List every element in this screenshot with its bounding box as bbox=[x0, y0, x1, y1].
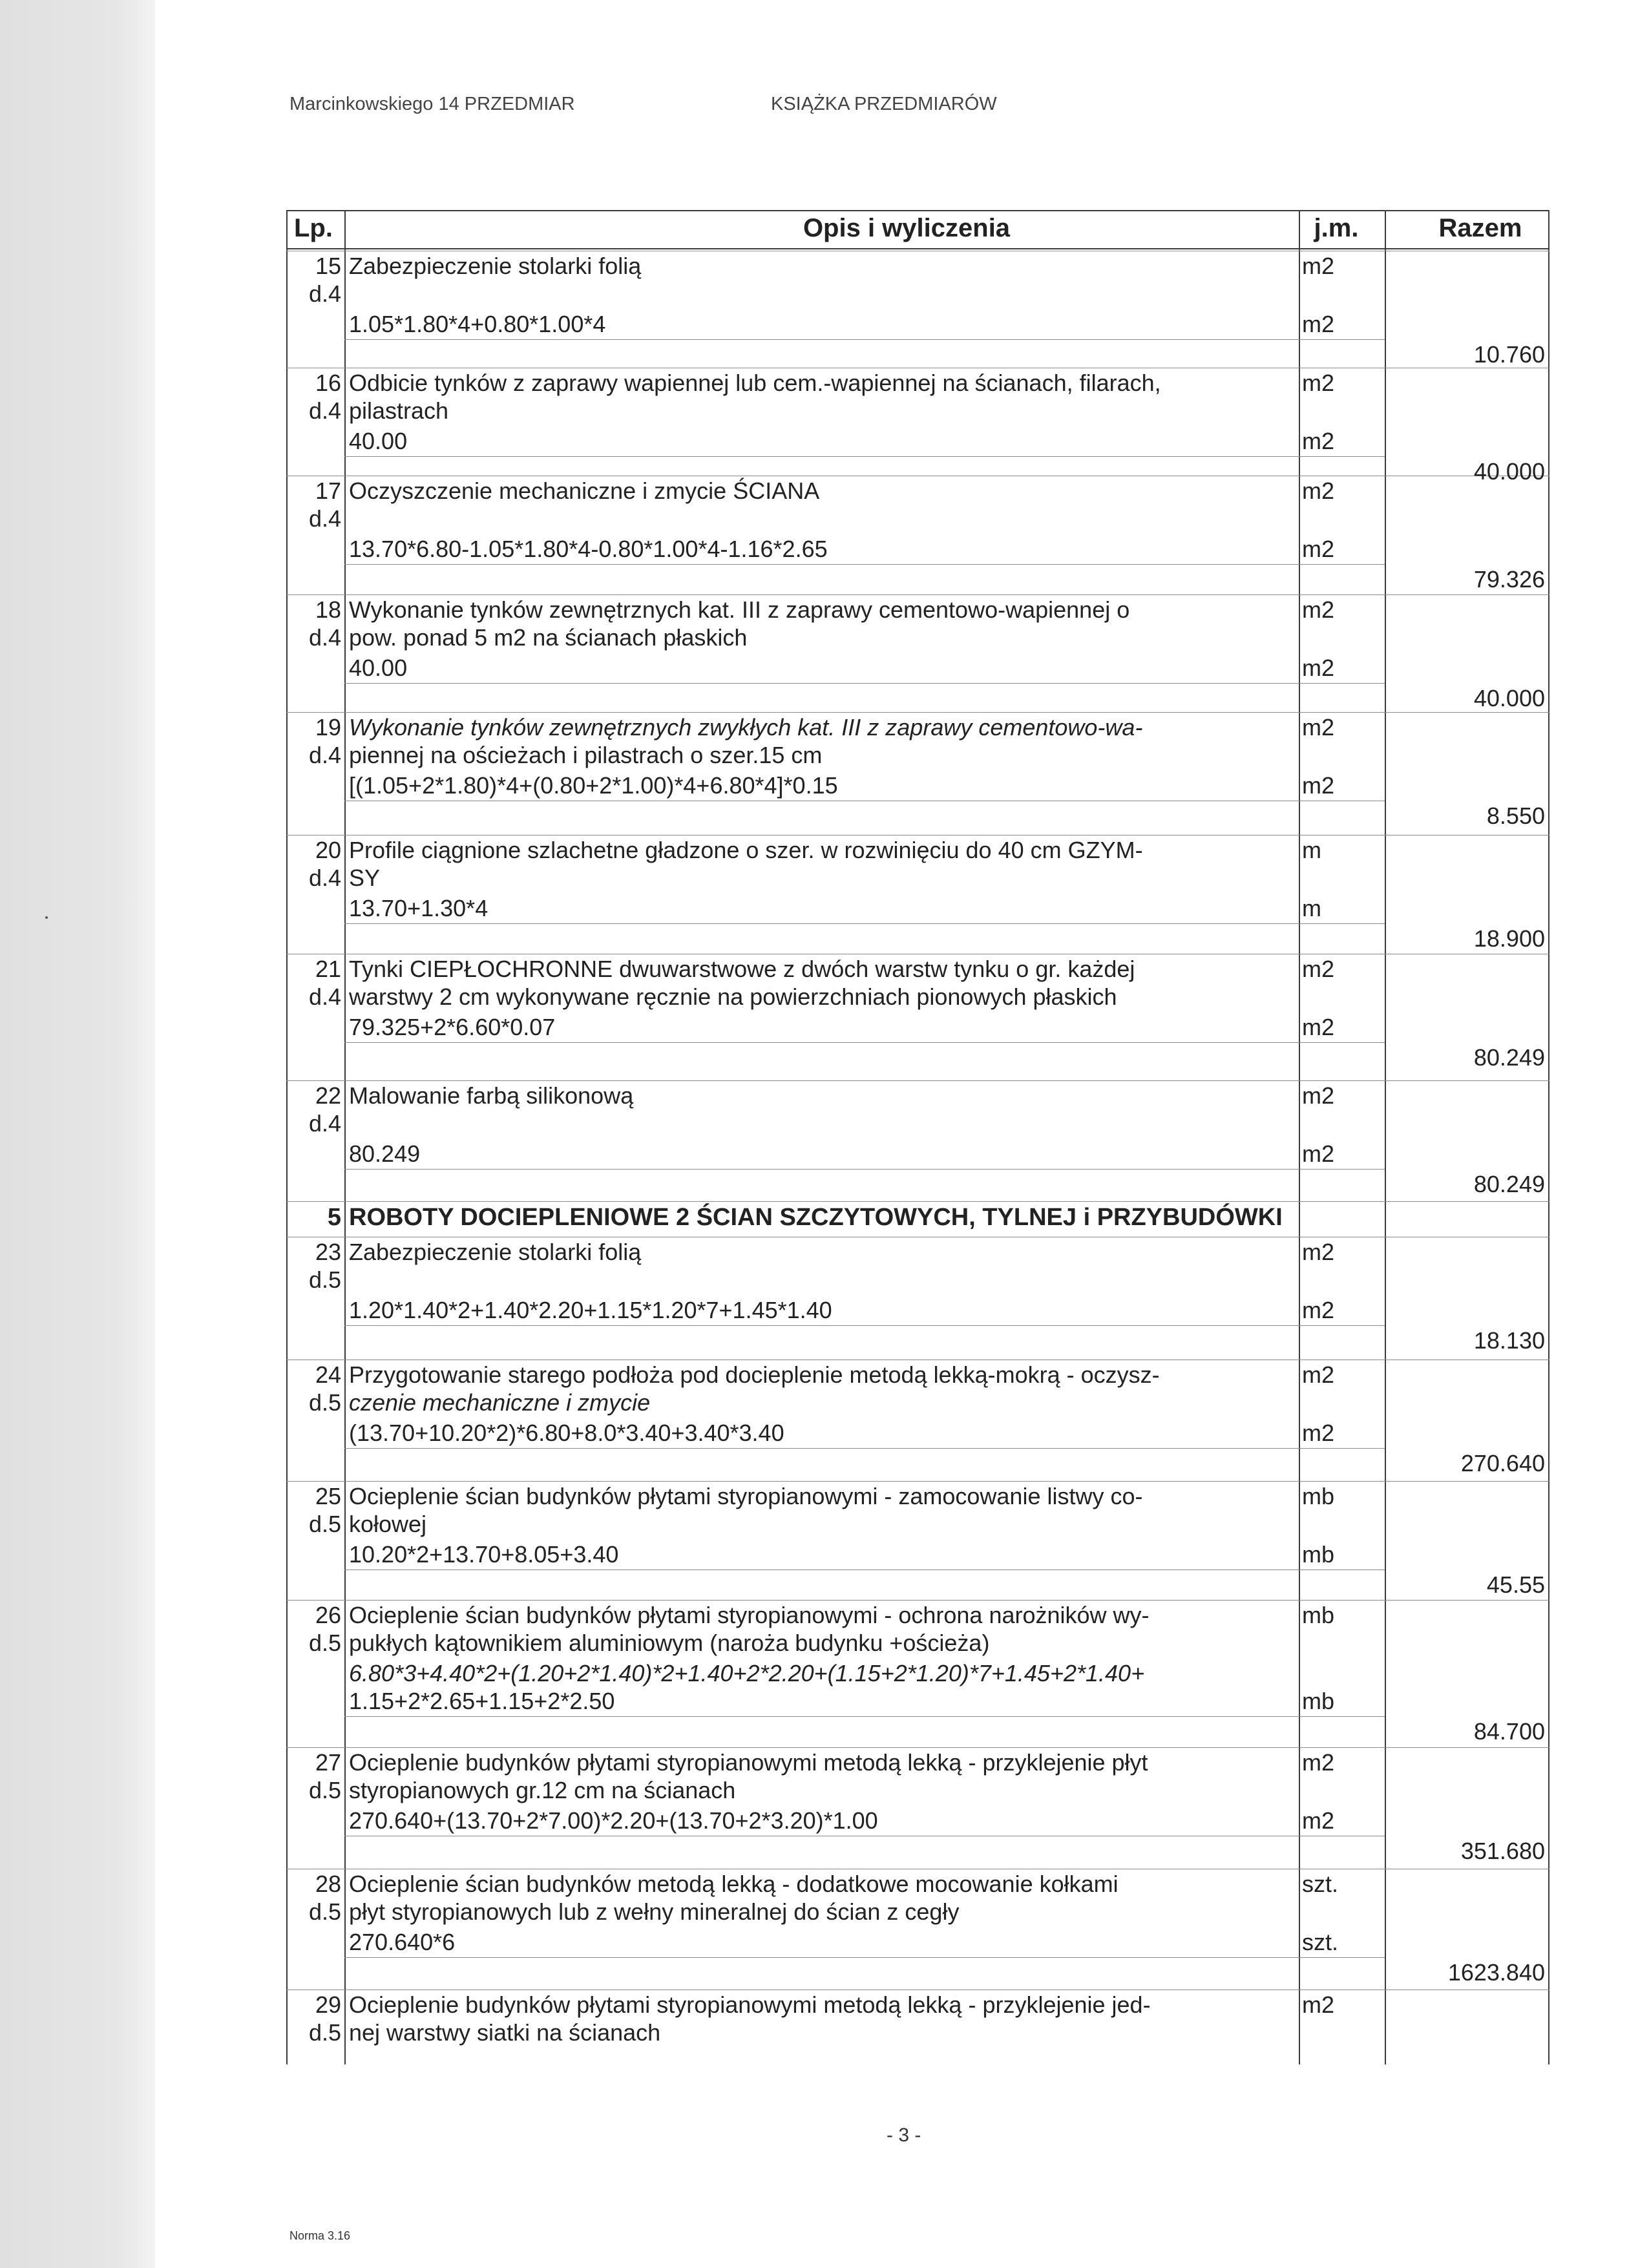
item-calculation: (13.70+10.20*2)*6.80+8.0*3.40+3.40*3.40 bbox=[349, 1420, 784, 1446]
item-chapter-ref: d.5 bbox=[308, 1389, 341, 1416]
item-unit: m2 bbox=[1302, 1749, 1335, 1776]
header-bottom-line bbox=[286, 248, 1549, 249]
item-calculation: 13.70*6.80-1.05*1.80*4-0.80*1.00*4-1.16*2.65 bbox=[349, 536, 828, 562]
calc-unit: m bbox=[1302, 895, 1321, 921]
item-unit: mb bbox=[1302, 1483, 1335, 1509]
calc-separator bbox=[344, 1325, 1385, 1326]
item-total: 10.760 bbox=[1473, 341, 1545, 368]
column-line-total bbox=[1385, 210, 1386, 2064]
item-total: 8.550 bbox=[1486, 803, 1545, 829]
column-header-description: Opis i wyliczenia bbox=[803, 214, 1011, 242]
item-total: 45.55 bbox=[1486, 1571, 1545, 1598]
calc-unit: m2 bbox=[1302, 1140, 1335, 1167]
item-description: kołowej bbox=[349, 1511, 427, 1537]
item-calculation: 1.20*1.40*2+1.40*2.20+1.15*1.20*7+1.45*1.40 bbox=[349, 1297, 832, 1323]
item-chapter-ref: d.4 bbox=[308, 1110, 341, 1137]
calc-separator bbox=[344, 683, 1385, 684]
item-total: 18.900 bbox=[1473, 925, 1545, 952]
item-unit: m2 bbox=[1302, 1082, 1335, 1109]
item-calculation: 270.640+(13.70+2*7.00)*2.20+(13.70+2*3.20)*1.00 bbox=[349, 1807, 878, 1834]
calc-separator bbox=[344, 1169, 1385, 1170]
item-description: Odbicie tynków z zaprawy wapiennej lub cem.-wapiennej na ścianach, filarach, bbox=[349, 370, 1161, 396]
item-calculation: 10.20*2+13.70+8.05+3.40 bbox=[349, 1541, 619, 1568]
item-unit: m2 bbox=[1302, 1361, 1335, 1388]
scan-shadow-edge bbox=[0, 0, 155, 2268]
header-project-title: Marcinkowskiego 14 PRZEDMIAR bbox=[289, 94, 575, 114]
item-total: 80.249 bbox=[1473, 1044, 1545, 1071]
item-chapter-ref: d.4 bbox=[308, 865, 341, 891]
calc-separator bbox=[344, 339, 1385, 340]
calc-separator bbox=[344, 456, 1385, 457]
calc-unit: m2 bbox=[1302, 536, 1335, 562]
row-separator bbox=[286, 1481, 1549, 1482]
item-description: nej warstwy siatki na ścianach bbox=[349, 2019, 661, 2046]
column-header-lp: Lp. bbox=[294, 214, 333, 242]
column-line-lp bbox=[344, 210, 346, 2064]
calc-unit: m2 bbox=[1302, 1014, 1335, 1040]
item-unit: m2 bbox=[1302, 478, 1335, 504]
item-number: 17 bbox=[315, 478, 341, 504]
row-separator bbox=[286, 1201, 1549, 1202]
section-number: 5 bbox=[327, 1204, 341, 1231]
calc-unit: m2 bbox=[1302, 1297, 1335, 1323]
item-unit: mb bbox=[1302, 1602, 1335, 1628]
item-description: Zabezpieczenie stolarki folią bbox=[349, 253, 642, 279]
item-number: 20 bbox=[315, 837, 341, 863]
item-description: pow. ponad 5 m2 na ścianach płaskich bbox=[349, 624, 748, 651]
calc-separator bbox=[344, 1448, 1385, 1449]
item-number: 16 bbox=[315, 370, 341, 396]
calc-separator bbox=[344, 1716, 1385, 1717]
item-total: 84.700 bbox=[1473, 1718, 1545, 1745]
calc-unit: m2 bbox=[1302, 655, 1335, 681]
scan-speck bbox=[45, 916, 48, 919]
calc-unit: m2 bbox=[1302, 311, 1335, 337]
item-calculation: 13.70+1.30*4 bbox=[349, 895, 488, 921]
item-description: Wykonanie tynków zewnętrznych kat. III z zaprawy cementowo-wapiennej o bbox=[349, 596, 1130, 623]
item-description: płyt styropianowych lub z wełny mineralnej do ścian z cegły bbox=[349, 1898, 960, 1925]
item-unit: m bbox=[1302, 837, 1321, 863]
item-unit: m2 bbox=[1302, 253, 1335, 279]
item-total: 351.680 bbox=[1460, 1838, 1545, 1864]
header-document-type: KSIĄŻKA PRZEDMIARÓW bbox=[771, 94, 997, 114]
item-description: pukłych kątownikiem aluminiowym (naroża budynku +ościeża) bbox=[349, 1630, 990, 1656]
item-chapter-ref: d.5 bbox=[308, 1630, 341, 1656]
item-calculation: 40.00 bbox=[349, 428, 408, 454]
calc-unit: m2 bbox=[1302, 428, 1335, 454]
section-title: ROBOTY DOCIEPLENIOWE 2 ŚCIAN SZCZYTOWYCH, TYLNEJ i PRZYBUDÓWKI bbox=[349, 1204, 1283, 1231]
item-description: warstwy 2 cm wykonywane ręcznie na powierzchniach pionowych płaskich bbox=[349, 983, 1117, 1010]
column-line-right bbox=[1548, 210, 1549, 2064]
item-chapter-ref: d.4 bbox=[308, 280, 341, 307]
calc-unit: m2 bbox=[1302, 1420, 1335, 1446]
item-description: Przygotowanie starego podłoża pod docieplenie metodą lekką-mokrą - oczysz- bbox=[349, 1361, 1160, 1388]
item-description: Ocieplenie ścian budynków płytami styropianowymi - ochrona narożników wy- bbox=[349, 1602, 1150, 1628]
item-unit: m2 bbox=[1302, 370, 1335, 396]
page-number: - 3 - bbox=[887, 2125, 921, 2146]
item-number: 18 bbox=[315, 596, 341, 623]
item-number: 28 bbox=[315, 1871, 341, 1897]
item-description: Oczyszczenie mechaniczne i zmycie ŚCIANA bbox=[349, 478, 820, 504]
item-description: SY bbox=[349, 865, 381, 891]
item-unit: m2 bbox=[1302, 956, 1335, 982]
column-line-unit bbox=[1299, 210, 1300, 2064]
item-number: 21 bbox=[315, 956, 341, 982]
item-description: pilastrach bbox=[349, 397, 449, 424]
item-chapter-ref: d.5 bbox=[308, 1511, 341, 1537]
item-total: 80.249 bbox=[1473, 1171, 1545, 1197]
calc-separator bbox=[344, 1042, 1385, 1043]
calc-separator bbox=[344, 1957, 1385, 1958]
item-number: 26 bbox=[315, 1602, 341, 1628]
item-number: 25 bbox=[315, 1483, 341, 1509]
item-description: Zabezpieczenie stolarki folią bbox=[349, 1239, 642, 1265]
item-total: 270.640 bbox=[1460, 1450, 1545, 1476]
calc-unit: m2 bbox=[1302, 772, 1335, 799]
item-chapter-ref: d.5 bbox=[308, 1898, 341, 1925]
item-unit: m2 bbox=[1302, 1239, 1335, 1265]
item-number: 24 bbox=[315, 1361, 341, 1388]
row-separator bbox=[286, 1080, 1549, 1081]
item-chapter-ref: d.4 bbox=[308, 505, 341, 532]
item-number: 15 bbox=[315, 253, 341, 279]
item-description: piennej na ościeżach i pilastrach o szer.15 cm bbox=[349, 742, 823, 768]
item-chapter-ref: d.4 bbox=[308, 742, 341, 768]
item-number: 23 bbox=[315, 1239, 341, 1265]
item-description: Tynki CIEPŁOCHRONNE dwuwarstwowe z dwóch warstw tynku o gr. każdej bbox=[349, 956, 1135, 982]
item-description: czenie mechaniczne i zmycie bbox=[349, 1389, 651, 1416]
item-calculation: 1.05*1.80*4+0.80*1.00*4 bbox=[349, 311, 606, 337]
item-total: 40.000 bbox=[1473, 458, 1545, 485]
row-separator bbox=[286, 594, 1549, 595]
header-top-line bbox=[286, 210, 1549, 211]
item-total: 79.326 bbox=[1473, 566, 1545, 593]
item-calculation: 80.249 bbox=[349, 1140, 421, 1167]
item-unit: m2 bbox=[1302, 596, 1335, 623]
item-description: Profile ciągnione szlachetne gładzone o szer. w rozwinięciu do 40 cm GZYM- bbox=[349, 837, 1143, 863]
calc-unit: szt. bbox=[1302, 1929, 1339, 1955]
column-header-unit: j.m. bbox=[1314, 214, 1359, 242]
item-description: Ocieplenie ścian budynków płytami styropianowymi - zamocowanie listwy co- bbox=[349, 1483, 1143, 1509]
bill-of-quantities-table bbox=[286, 210, 1549, 2084]
item-description: Malowanie farbą silikonową bbox=[349, 1082, 634, 1109]
row-separator bbox=[286, 1747, 1549, 1748]
calc-unit: m2 bbox=[1302, 1807, 1335, 1834]
item-unit: szt. bbox=[1302, 1871, 1339, 1897]
item-total: 18.130 bbox=[1473, 1327, 1545, 1354]
item-description: Ocieplenie budynków płytami styropianowymi metodą lekką - przyklejenie płyt bbox=[349, 1749, 1148, 1776]
calc-unit: mb bbox=[1302, 1541, 1335, 1568]
item-description: styropianowych gr.12 cm na ścianach bbox=[349, 1777, 736, 1803]
item-chapter-ref: d.4 bbox=[308, 397, 341, 424]
item-chapter-ref: d.5 bbox=[308, 2019, 341, 2046]
item-description: Wykonanie tynków zewnętrznych zwykłych kat. III z zaprawy cementowo-wa- bbox=[349, 714, 1143, 740]
item-calculation: 6.80*3+4.40*2+(1.20+2*1.40)*2+1.40+2*2.20+(1.15+2*1.20)*7+1.45+2*1.40+ bbox=[349, 1660, 1145, 1686]
row-separator bbox=[286, 712, 1549, 713]
item-calculation: 79.325+2*6.60*0.07 bbox=[349, 1014, 556, 1040]
item-total: 40.000 bbox=[1473, 685, 1545, 711]
item-chapter-ref: d.5 bbox=[308, 1266, 341, 1293]
item-number: 27 bbox=[315, 1749, 341, 1776]
item-number: 19 bbox=[315, 714, 341, 740]
column-header-total: Razem bbox=[1438, 214, 1522, 242]
item-calculation: 1.15+2*2.65+1.15+2*2.50 bbox=[349, 1688, 615, 1714]
calc-separator bbox=[344, 923, 1385, 924]
item-calculation: [(1.05+2*1.80)*4+(0.80+2*1.00)*4+6.80*4]*0.15 bbox=[349, 772, 838, 799]
item-chapter-ref: d.4 bbox=[308, 624, 341, 651]
item-description: Ocieplenie budynków płytami styropianowymi metodą lekką - przyklejenie jed- bbox=[349, 1991, 1151, 2018]
item-calculation: 40.00 bbox=[349, 655, 408, 681]
item-chapter-ref: d.4 bbox=[308, 983, 341, 1010]
item-description: Ocieplenie ścian budynków metodą lekką - dodatkowe mocowanie kołkami bbox=[349, 1871, 1119, 1897]
software-version: Norma 3.16 bbox=[289, 2229, 351, 2242]
item-calculation: 270.640*6 bbox=[349, 1929, 456, 1955]
item-total: 1623.840 bbox=[1447, 1959, 1545, 1986]
calc-separator bbox=[344, 564, 1385, 565]
calc-unit: mb bbox=[1302, 1688, 1335, 1714]
row-separator bbox=[286, 1600, 1549, 1601]
item-number: 22 bbox=[315, 1082, 341, 1109]
item-chapter-ref: d.5 bbox=[308, 1777, 341, 1803]
item-number: 29 bbox=[315, 1991, 341, 2018]
item-unit: m2 bbox=[1302, 1991, 1335, 2018]
item-unit: m2 bbox=[1302, 714, 1335, 740]
